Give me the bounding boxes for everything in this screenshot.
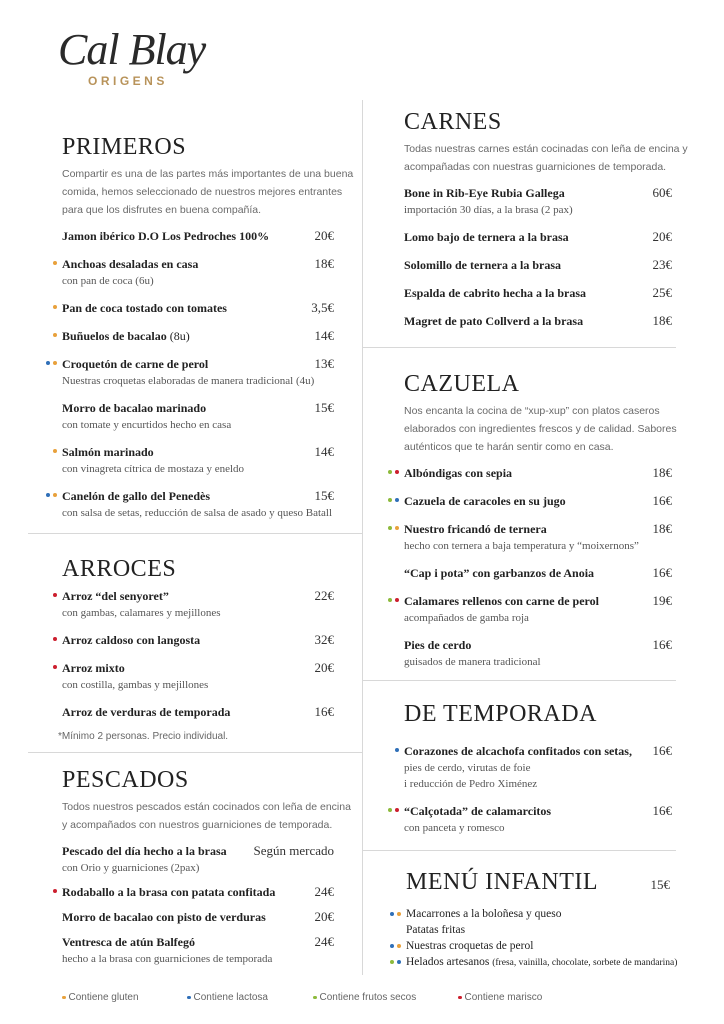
- gluten-dot-icon: [53, 305, 57, 309]
- menu-item-name: [404, 803, 645, 820]
- menu-item-row: [62, 933, 334, 951]
- menu-item-price: Según mercado: [253, 843, 334, 858]
- legend-label: Contiene lactosa: [193, 992, 268, 1003]
- column-divider: [362, 100, 363, 975]
- section-title: CAZUELA: [404, 371, 520, 397]
- menu-item-price: 25€: [652, 285, 672, 300]
- menu-item: [406, 938, 688, 954]
- menu-item-title: Helados artesanos: [406, 956, 490, 968]
- menu-item: [404, 464, 672, 482]
- menu-item-name: [404, 185, 645, 202]
- menu-item-row: [404, 742, 672, 760]
- menu-item-row: [62, 487, 334, 505]
- gluten-dot-icon: [397, 912, 401, 916]
- allergen-dots: [388, 808, 399, 812]
- menu-item-title: Ventresca de atún Balfegó: [62, 935, 195, 949]
- menu-item-price: 22€: [314, 588, 334, 603]
- logo-wordmark: Cal Blay: [58, 25, 206, 74]
- menu-item-name: [406, 938, 688, 954]
- menu-item-title: Salmón marinado: [62, 445, 154, 459]
- menu-item: [62, 908, 334, 926]
- menu-item-title: Corazones de alcachofa confitados con setas,: [404, 744, 632, 758]
- menu-item-price: 16€: [652, 493, 672, 508]
- menu-item-row: [62, 355, 334, 373]
- legend-item-marisco: [458, 992, 542, 1003]
- allergen-dots: [390, 912, 401, 916]
- menu-item-price: 19€: [652, 593, 672, 608]
- menu-item-price: 23€: [652, 257, 672, 272]
- menu-item-price: 20€: [314, 228, 334, 243]
- gluten-dot-icon: [53, 261, 57, 265]
- menu-item-name: [62, 444, 307, 461]
- menu-item-name: [404, 521, 645, 538]
- menu-item: [62, 703, 334, 721]
- allergen-dots: [53, 665, 57, 669]
- gluten-dot-icon: [62, 996, 66, 1000]
- section-arroces: [58, 555, 334, 742]
- section-header: [62, 555, 334, 587]
- marisco-dot-icon: [53, 665, 57, 669]
- section-header: [406, 868, 688, 900]
- menu-item-price: 20€: [314, 909, 334, 924]
- menu-item-price: 3,5€: [311, 300, 334, 315]
- frutos-secos-dot-icon: [388, 498, 392, 502]
- allergen-dots: [395, 748, 399, 752]
- section-cazuela: [404, 370, 677, 680]
- menu-item-row: [62, 443, 334, 461]
- menu-item-name: [62, 356, 307, 373]
- menu-item-description: importación 30 días, a la brasa (2 pax): [404, 204, 573, 216]
- section-title: PESCADOS: [62, 767, 189, 793]
- menu-item-title: Espalda de cabrito hecha a la brasa: [404, 286, 587, 300]
- menu-item-price: 14€: [314, 444, 334, 459]
- menu-item-title: Albóndigas con sepia: [404, 466, 513, 480]
- legend-label: Contiene frutos secos: [319, 992, 417, 1003]
- menu-item-title: Morro de bacalao marinado: [62, 401, 207, 415]
- marisco-dot-icon: [458, 996, 462, 1000]
- menu-item-row: [62, 327, 334, 345]
- menu-item-row: [62, 883, 334, 901]
- menu-item-description: con salsa de setas, reducción de salsa de asado y queso Batall: [62, 507, 333, 519]
- marisco-dot-icon: [395, 470, 399, 474]
- lactosa-dot-icon: [46, 493, 50, 497]
- menu-item-name: [404, 743, 645, 760]
- menu-item-row: [62, 631, 334, 649]
- frutos-secos-dot-icon: [390, 960, 394, 964]
- menu-item-title: Arroz de verduras de temporada: [62, 705, 231, 719]
- menu-item-name: [406, 922, 688, 938]
- section-divider: [362, 850, 676, 851]
- menu-item: [404, 184, 672, 218]
- section-header: [62, 766, 334, 798]
- allergen-dots: [46, 493, 57, 497]
- menu-item-title: Bone in Rib-Eye Rubia Gallega: [404, 186, 565, 200]
- menu-item-name: [404, 593, 645, 610]
- menu-item-row: [406, 938, 688, 954]
- marisco-dot-icon: [53, 637, 57, 641]
- menu-item-row: [404, 636, 672, 654]
- menu-item-row: [404, 228, 672, 246]
- menu-item-price: 60€: [652, 185, 672, 200]
- menu-item: [404, 228, 672, 246]
- menu-item: [62, 883, 334, 901]
- section-title: MENÚ INFANTIL: [406, 869, 599, 895]
- section-note: *Mínimo 2 personas. Precio individual.: [58, 731, 229, 742]
- marisco-dot-icon: [395, 598, 399, 602]
- menu-item-title: Arroz “del senyoret”: [62, 589, 169, 603]
- menu-item-title: Morro de bacalao con pisto de verduras: [62, 910, 266, 924]
- section-header: [62, 133, 334, 165]
- marisco-dot-icon: [53, 593, 57, 597]
- menu-item-row: [62, 908, 334, 926]
- menu-item: [404, 284, 672, 302]
- menu-item-description: hecho con ternera a baja temperatura y “moixernons”: [404, 540, 639, 552]
- menu-item-name: [406, 954, 688, 971]
- menu-item-title: Arroz caldoso con langosta: [62, 633, 201, 647]
- menu-item-price: 16€: [652, 565, 672, 580]
- menu-item-name: [62, 934, 307, 951]
- menu-item: [62, 659, 334, 693]
- menu-item-name: [404, 493, 645, 510]
- menu-item-description: con tomate y encurtidos hecho en casa: [62, 419, 232, 431]
- menu-item-description: i reducción de Pedro Ximénez: [404, 778, 538, 790]
- menu-item-row: [404, 592, 672, 610]
- legend-item-lactosa: [187, 992, 268, 1003]
- menu-item-row: [62, 842, 334, 860]
- allergen-dots: [388, 526, 399, 530]
- menu-item-description: hecho a la brasa con guarniciones de temporada: [62, 953, 273, 965]
- menu-item-name: [62, 588, 307, 605]
- section-title: CARNES: [404, 109, 502, 135]
- allergen-dots: [53, 637, 57, 641]
- menu-item: [62, 255, 334, 289]
- menu-item-title: Canelón de gallo del Penedès: [62, 489, 211, 503]
- menu-item-extra: (8u): [169, 329, 190, 343]
- menu-item-price: 32€: [314, 632, 334, 647]
- section-intro: Todos nuestros pescados están cocinados con leña de encina y acompañados con nuestros guarniciones de temporada.: [62, 801, 351, 831]
- menu-price: 15€: [650, 877, 670, 892]
- frutos-secos-dot-icon: [388, 470, 392, 474]
- menu-item-title: Rodaballo a la brasa con patata confitada: [62, 885, 276, 899]
- menu-item-row: [404, 492, 672, 510]
- allergen-dots: [390, 944, 401, 948]
- menu-item-price: 14€: [314, 328, 334, 343]
- menu-item: [62, 227, 334, 245]
- menu-item-name: [404, 465, 645, 482]
- allergen-dots: [388, 498, 399, 502]
- menu-item-title: Pan de coca tostado con tomates: [62, 301, 227, 315]
- menu-item-title: Pies de cerdo: [404, 638, 472, 652]
- menu-item-row: [62, 587, 334, 605]
- section-intro: Compartir es una de las partes más importantes de una buena comida, hemos seleccionado de nuestros mejores entrantes para que los disfrutes en buena compañía.: [62, 168, 354, 216]
- allergen-dots: [53, 593, 57, 597]
- gluten-dot-icon: [53, 333, 57, 337]
- marisco-dot-icon: [53, 889, 57, 893]
- menu-item-name: [62, 909, 307, 926]
- menu-item-description: guisados de manera tradicional: [404, 656, 541, 668]
- lactosa-dot-icon: [397, 960, 401, 964]
- menu-item-name: [404, 285, 645, 302]
- menu-item-name: [62, 256, 307, 273]
- menu-item: [404, 492, 672, 510]
- menu-item-row: [404, 284, 672, 302]
- menu-item-title: Patatas fritas: [406, 924, 466, 936]
- menu-item: [62, 631, 334, 649]
- section-carnes: [404, 108, 688, 340]
- menu-item-description: con costilla, gambas y mejillones: [62, 679, 209, 691]
- menu-item-row: [404, 564, 672, 582]
- menu-item: [62, 842, 334, 876]
- section-title: ARROCES: [62, 556, 177, 582]
- menu-item-row: [404, 520, 672, 538]
- section-title: DE TEMPORADA: [404, 701, 597, 727]
- menu-item-price: 20€: [314, 660, 334, 675]
- allergen-legend: [0, 992, 724, 1006]
- menu-item-row: [62, 255, 334, 273]
- menu-item-title: Magret de pato Collverd a la brasa: [404, 314, 584, 328]
- menu-item-name: [404, 257, 645, 274]
- menu-item-description: Nuestras croquetas elaboradas de manera tradicional (4u): [62, 375, 315, 387]
- menu-item: [406, 906, 688, 922]
- menu-item-price: 24€: [314, 934, 334, 949]
- menu-item-price: 16€: [652, 743, 672, 758]
- menu-item-name: [62, 632, 307, 649]
- menu-item-title: Jamon ibérico D.O Los Pedroches 100%: [62, 229, 270, 243]
- lactosa-dot-icon: [390, 944, 394, 948]
- menu-item-title: Buñuelos de bacalao: [62, 329, 167, 343]
- menu-item-name: [404, 637, 645, 654]
- menu-item-extra: (fresa, vainilla, chocolate, sorbete de mandarina): [492, 958, 678, 968]
- lactosa-dot-icon: [395, 498, 399, 502]
- menu-item-title: Pescado del día hecho a la brasa: [62, 844, 227, 858]
- allergen-dots: [53, 333, 57, 337]
- menu-item-price: 18€: [652, 313, 672, 328]
- menu-item-title: Lomo bajo de ternera a la brasa: [404, 230, 569, 244]
- menu-item: [404, 636, 672, 670]
- allergen-dots: [388, 470, 399, 474]
- menu-item: [404, 312, 672, 330]
- menu-item-title: Croquetón de carne de perol: [62, 357, 209, 371]
- menu-item-name: [62, 488, 307, 505]
- menu-item-title: “Calçotada” de calamarcitos: [404, 804, 552, 818]
- menu-item-title: Arroz mixto: [62, 661, 125, 675]
- allergen-dots: [46, 361, 57, 365]
- frutos-secos-dot-icon: [313, 996, 317, 1000]
- menu-item-row: [404, 802, 672, 820]
- menu-item-row: [404, 464, 672, 482]
- allergen-dots: [53, 261, 57, 265]
- frutos-secos-dot-icon: [388, 808, 392, 812]
- menu-item-title: Macarrones a la boloñesa y queso: [406, 908, 562, 920]
- menu-item-name: [62, 300, 303, 317]
- menu-item-row: [406, 954, 688, 971]
- menu-item: [62, 443, 334, 477]
- legend-item-frutos-secos: [313, 992, 416, 1003]
- menu-item: [404, 802, 672, 836]
- menu-item-row: [404, 184, 672, 202]
- section-primeros: [62, 133, 354, 531]
- gluten-dot-icon: [395, 526, 399, 530]
- menu-item-title: Cazuela de caracoles en su jugo: [404, 494, 566, 508]
- menu-item-description: pies de cerdo, virutas de foie: [404, 762, 531, 774]
- frutos-secos-dot-icon: [388, 598, 392, 602]
- menu-item-price: 16€: [314, 704, 334, 719]
- menu-item-description: con gambas, calamares y mejillones: [62, 607, 221, 619]
- menu-item-name: [404, 565, 645, 582]
- menu-item-row: [62, 399, 334, 417]
- menu-item-name: [62, 328, 307, 345]
- menu-item-description: con Orio y guarniciones (2pax): [62, 862, 200, 874]
- section-pescados: [62, 766, 351, 974]
- menu-item-description: con pan de coca (6u): [62, 275, 154, 287]
- menu-item: [404, 256, 672, 274]
- section-header: [404, 700, 672, 732]
- menu-item-title: Anchoas desaladas en casa: [62, 257, 199, 271]
- menu-item-title: “Cap i pota” con garbanzos de Anoia: [404, 566, 595, 580]
- section-header: [404, 108, 672, 140]
- lactosa-dot-icon: [46, 361, 50, 365]
- menu-item-price: 13€: [314, 356, 334, 371]
- gluten-dot-icon: [53, 361, 57, 365]
- menu-item: [62, 399, 334, 433]
- menu-item-row: [62, 299, 334, 317]
- lactosa-dot-icon: [187, 996, 191, 1000]
- menu-item-title: Nuestras croquetas de perol: [406, 940, 534, 952]
- menu-item-description: con vinagreta cítrica de mostaza y eneldo: [62, 463, 245, 475]
- allergen-dots: [53, 305, 57, 309]
- allergen-dots: [53, 889, 57, 893]
- menu-item: [404, 564, 672, 582]
- menu-item: [62, 487, 334, 521]
- section-divider: [362, 680, 676, 681]
- marisco-dot-icon: [395, 808, 399, 812]
- menu-item-name: [404, 229, 645, 246]
- menu-item-price: 18€: [314, 256, 334, 271]
- menu-item-price: 18€: [652, 521, 672, 536]
- menu-item-name: [62, 884, 307, 901]
- menu-item-row: [62, 703, 334, 721]
- menu-item-price: 15€: [314, 488, 334, 503]
- allergen-dots: [53, 449, 57, 453]
- section-intro: Nos encanta la cocina de “xup-xup” con platos caseros elaborados con ingredientes frescos y de calidad. Sabores auténticos que te harán sentir como en casa.: [404, 405, 677, 453]
- menu-item-name: [62, 660, 307, 677]
- section-intro: Todas nuestras carnes están cocinadas con leña de encina y acompañadas con nuestras guarniciones de temporada.: [404, 143, 688, 173]
- section-temporada: [404, 700, 672, 846]
- lactosa-dot-icon: [390, 912, 394, 916]
- logo-subtitle: ORIGENS: [88, 74, 168, 88]
- allergen-dots: [390, 960, 401, 964]
- menu-item-price: 24€: [314, 884, 334, 899]
- allergen-dots: [388, 598, 399, 602]
- menu-item-description: acompañados de gamba roja: [404, 612, 529, 624]
- gluten-dot-icon: [397, 944, 401, 948]
- menu-item-row: [406, 906, 688, 922]
- menu-item-name: [404, 313, 645, 330]
- menu-item-name: [62, 843, 245, 860]
- menu-item-name: [62, 400, 307, 417]
- menu-item: [62, 327, 334, 345]
- menu-item-description: con panceta y romesco: [404, 822, 505, 834]
- legend-label: Contiene marisco: [464, 992, 543, 1003]
- gluten-dot-icon: [53, 449, 57, 453]
- menu-item-row: [404, 312, 672, 330]
- lactosa-dot-icon: [395, 748, 399, 752]
- menu-item-row: [62, 659, 334, 677]
- menu-item-price: 16€: [652, 803, 672, 818]
- menu-item: [62, 933, 334, 967]
- section-divider: [28, 533, 362, 534]
- section-divider: [362, 347, 676, 348]
- menu-item-price: 16€: [652, 637, 672, 652]
- menu-item-row: [406, 922, 688, 938]
- menu-item-name: [406, 906, 688, 922]
- menu-item-row: [62, 227, 334, 245]
- legend-label: Contiene gluten: [68, 992, 139, 1003]
- menu-item: [62, 587, 334, 621]
- menu-item-title: Solomillo de ternera a la brasa: [404, 258, 561, 272]
- menu-item: [406, 922, 688, 938]
- menu-item: [62, 299, 334, 317]
- menu-item-title: Nuestro fricandó de ternera: [404, 522, 547, 536]
- frutos-secos-dot-icon: [388, 526, 392, 530]
- gluten-dot-icon: [53, 493, 57, 497]
- menu-item-price: 20€: [652, 229, 672, 244]
- menu-item-row: [404, 256, 672, 274]
- menu-item-price: 15€: [314, 400, 334, 415]
- menu-item-title: Calamares rellenos con carne de perol: [404, 594, 599, 608]
- section-menu-infantil: [406, 868, 688, 971]
- legend-item-gluten: [62, 992, 139, 1003]
- section-title: PRIMEROS: [62, 134, 187, 160]
- menu-item-price: 18€: [652, 465, 672, 480]
- menu-item: [404, 742, 672, 792]
- logo: [58, 25, 218, 88]
- menu-item-name: [62, 704, 307, 721]
- section-header: [404, 370, 672, 402]
- menu-item-name: [62, 228, 307, 245]
- menu-item: [404, 520, 672, 554]
- section-divider: [28, 752, 362, 753]
- menu-item: [406, 954, 688, 971]
- menu-item: [62, 355, 334, 389]
- menu-item: [404, 592, 672, 626]
